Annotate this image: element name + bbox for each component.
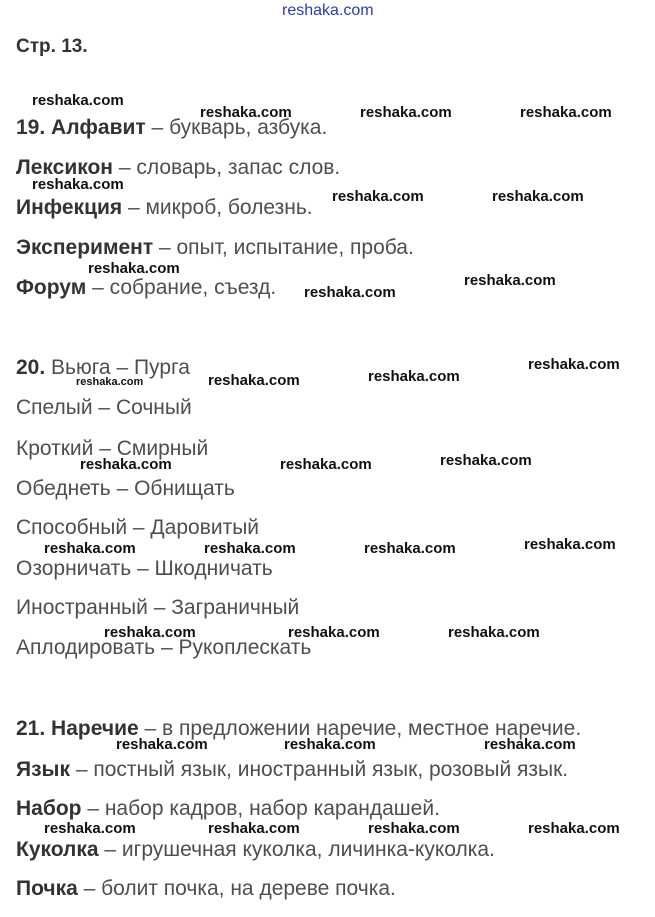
ex19-line	[16, 236, 414, 260]
watermark: reshaka.com	[528, 820, 620, 837]
watermark: reshaka.com	[32, 92, 124, 109]
watermark: reshaka.com	[364, 540, 456, 557]
watermark: reshaka.com	[484, 736, 576, 753]
watermark: reshaka.com	[304, 284, 396, 301]
term: Эксперимент	[16, 236, 154, 259]
watermark: reshaka.com	[208, 372, 300, 389]
ex21-line	[16, 838, 495, 862]
watermark: reshaka.com	[80, 456, 172, 473]
ex20-line	[16, 396, 192, 420]
watermark: reshaka.com	[280, 456, 372, 473]
watermark: reshaka.com	[288, 624, 380, 641]
term: Почка	[16, 877, 78, 900]
watermark: reshaka.com	[44, 820, 136, 837]
definition: – в предложении наречие, местное наречие.	[138, 717, 582, 740]
watermark: reshaka.com	[208, 820, 300, 837]
page-label: Стр. 13.	[16, 36, 88, 57]
watermark: reshaka.com	[116, 736, 208, 753]
synonym-pair: Вьюга – Пурга	[45, 356, 190, 379]
watermark: reshaka.com	[368, 368, 460, 385]
synonym-pair: Кроткий – Смирный	[16, 437, 209, 460]
term: Инфекция	[16, 196, 123, 219]
term: Наречие	[51, 717, 139, 740]
ex19-line	[16, 196, 313, 220]
watermark: reshaka.com	[88, 260, 180, 277]
watermark: reshaka.com	[440, 452, 532, 469]
watermark: reshaka.com	[464, 272, 556, 289]
exercise-number: 20.	[16, 356, 46, 379]
definition: – микроб, болезнь.	[122, 196, 313, 219]
definition: – опыт, испытание, проба.	[153, 236, 414, 259]
synonym-pair: Озорничать – Шкодничать	[16, 557, 273, 580]
definition: – словарь, запас слов.	[112, 156, 341, 179]
definition: – игрушечная куколка, личинка-куколка.	[98, 838, 495, 861]
synonym-pair: Иностранный – Заграничный	[16, 596, 300, 619]
definition: – набор кадров, набор карандашей.	[81, 797, 440, 820]
watermark: reshaka.com	[520, 104, 612, 121]
term: Куколка	[16, 838, 99, 861]
watermark: reshaka.com	[492, 188, 584, 205]
definition: – собрание, съезд.	[86, 276, 277, 299]
watermark: reshaka.com	[284, 736, 376, 753]
watermark: reshaka.com	[332, 188, 424, 205]
watermark: reshaka.com	[32, 176, 124, 193]
watermark: reshaka.com	[360, 104, 452, 121]
synonym-pair: Обеднеть – Обнищать	[16, 477, 235, 500]
watermark: reshaka.com	[528, 356, 620, 373]
watermark: reshaka.com	[448, 624, 540, 641]
term: Набор	[16, 797, 82, 820]
ex21-line	[16, 877, 396, 901]
synonym-pair: Спелый – Сочный	[16, 396, 192, 419]
ex20-line	[16, 596, 299, 620]
term: Алфавит	[51, 116, 146, 139]
ex20-line	[16, 557, 273, 581]
ex21-line	[16, 797, 440, 821]
ex19-line	[16, 276, 276, 300]
watermark: reshaka.com	[200, 104, 292, 121]
ex21-line	[16, 758, 568, 782]
term: Лексикон	[16, 156, 113, 179]
watermark: reshaka.com	[44, 540, 136, 557]
watermark: reshaka.com	[76, 376, 144, 388]
definition: – постный язык, иностранный язык, розовый язык.	[69, 758, 569, 781]
watermark: reshaka.com	[368, 820, 460, 837]
watermark: reshaka.com	[104, 624, 196, 641]
ex20-line	[16, 516, 259, 540]
term: Язык	[16, 758, 70, 781]
synonym-pair: Аплодировать – Рукоплескать	[16, 636, 312, 659]
site-header-link[interactable]: reshaka.com	[282, 2, 374, 19]
definition: – букварь, азбука.	[145, 116, 328, 139]
ex20-line	[16, 477, 235, 501]
definition: – болит почка, на дереве почка.	[77, 877, 396, 900]
exercise-number: 19.	[16, 116, 46, 139]
watermark: reshaka.com	[204, 540, 296, 557]
watermark: reshaka.com	[524, 536, 616, 553]
term: Форум	[16, 276, 87, 299]
synonym-pair: Способный – Даровитый	[16, 516, 260, 539]
exercise-number: 21.	[16, 717, 46, 740]
